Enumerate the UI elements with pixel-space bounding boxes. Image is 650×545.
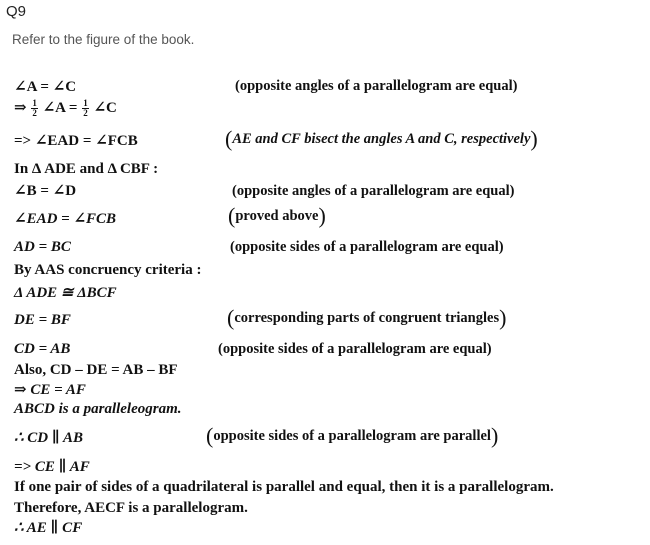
- paren-open: (: [206, 423, 214, 448]
- reason-opposite-sides-2: (opposite sides of a parallelogram are equal): [218, 341, 492, 357]
- question-label: Q9: [6, 3, 27, 20]
- step-congruent-triangles: Δ ADE ≅ ΔBCF: [14, 285, 117, 301]
- step-therefore-aecf: Therefore, AECF is a parallelogram.: [14, 500, 248, 516]
- instruction-text: Refer to the figure of the book.: [12, 32, 195, 47]
- step-in-triangles: In Δ ADE and Δ CBF :: [14, 161, 159, 177]
- reason-bisectors: [225, 126, 538, 151]
- fraction-half-1: [31, 99, 38, 118]
- paren-close: ): [499, 305, 507, 330]
- fraction-numerator: 1: [32, 98, 37, 109]
- reason-opposite-angles-1: (opposite angles of a parallelogram are equal): [235, 78, 518, 94]
- paren-open: (: [225, 126, 233, 151]
- fraction-numerator: 1: [83, 98, 88, 109]
- reason-cpct-text: corresponding parts of congruent triangles: [234, 310, 500, 326]
- step-cd-parallel-ab: ∴ CD ∥ AB: [14, 430, 84, 446]
- step-ad-eq-bc: AD = BC: [14, 239, 71, 255]
- reason-opposite-sides-parallel-text: opposite sides of a parallelogram are parallel: [213, 428, 491, 444]
- reason-opposite-sides-parallel: [206, 423, 499, 448]
- step-ce-eq-af: ⇒ CE = AF: [14, 382, 86, 398]
- step-abcd-parallelogram: ABCD is a paralleleogram.: [14, 401, 182, 417]
- step-cd-eq-ab: CD = AB: [14, 341, 71, 357]
- step-angle-b-eq-d: ∠B = ∠D: [14, 183, 77, 199]
- reason-proved-above: [228, 203, 326, 228]
- fraction-denominator: 2: [32, 108, 37, 119]
- paren-close: ): [490, 423, 499, 448]
- step-ae-parallel-cf: ∴ AE ∥ CF: [14, 520, 83, 536]
- step-theorem: If one pair of sides of a quadrilateral is parallel and equal, then it is a parallelogram.: [14, 479, 554, 495]
- step-ce-parallel-af: => CE ∥ AF: [14, 459, 90, 475]
- implies-symbol: ⇒: [14, 100, 27, 116]
- paren-open: (: [227, 305, 235, 330]
- reason-bisectors-text: AE and CF bisect the angles A and C, respectively: [232, 131, 531, 147]
- step-ead-eq-fcb-2: ∠EAD = ∠FCB: [14, 211, 117, 227]
- reason-proved-above-text: proved above: [235, 208, 319, 224]
- paren-close: ): [318, 203, 326, 228]
- half-angle-c: ∠C: [93, 100, 117, 116]
- step-aas-criteria: By AAS concruency criteria :: [14, 262, 202, 278]
- reason-opposite-sides-1: (opposite sides of a parallelogram are equal): [230, 239, 504, 255]
- paren-close: ): [530, 126, 538, 151]
- step-half-angles: [14, 99, 117, 118]
- step-angle-a-eq-c: ∠A = ∠C: [14, 79, 77, 95]
- paren-open: (: [228, 203, 236, 228]
- step-ead-eq-fcb: => ∠EAD = ∠FCB: [14, 133, 138, 149]
- reason-cpct: [227, 305, 507, 330]
- step-de-eq-bf: DE = BF: [14, 312, 71, 328]
- reason-opposite-angles-2: (opposite angles of a parallelogram are equal): [232, 183, 515, 199]
- fraction-denominator: 2: [83, 108, 88, 119]
- half-angle-a: ∠A =: [42, 100, 78, 116]
- step-subtraction: Also, CD – DE = AB – BF: [14, 362, 178, 378]
- fraction-half-2: [82, 99, 89, 118]
